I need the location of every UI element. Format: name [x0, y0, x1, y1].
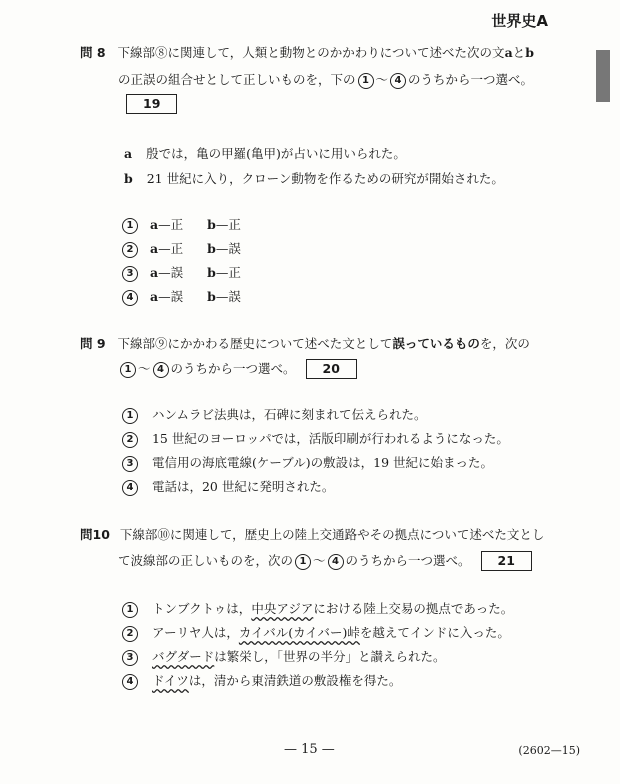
q8-number: 問 8 [80, 45, 106, 60]
q9-answer-box: 20 [306, 359, 357, 379]
q10-choice-4: 4 ドイツは，清から東清鉄道の敷設権を得た。 [120, 672, 401, 690]
q9-line2: 1 〜 4 のうちから一つ選べ。 20 [118, 359, 357, 379]
q8-choice-3: 3 a—誤 b—正 [120, 264, 241, 282]
q10-number: 問10 [80, 527, 110, 542]
q8-line1: 問 8 下線部⑧に関連して，人類と動物とのかかわりについて述べた次の文aとb [80, 45, 534, 60]
q8-choice-2: 2 a—正 b—誤 [120, 240, 241, 258]
q9-line1: 問 9 下線部⑨にかかわる歴史について述べた文として誤っているものを，次の [80, 336, 530, 351]
q8-answer-box: 19 [126, 94, 177, 114]
index-tab [596, 50, 610, 102]
wavy-underline: ドイツ [151, 673, 189, 688]
circle-4-icon: 4 [390, 73, 406, 89]
wavy-underline: 中央アジア [251, 601, 314, 616]
q9-number: 問 9 [80, 336, 106, 351]
q9-choice-3: 3 電信用の海底電線(ケーブル)の敷設は，19 世紀に始まった。 [120, 454, 493, 472]
q10-choice-3: 3 バグダードは繁栄し，「世界の半分」と讃えられた。 [120, 648, 446, 666]
q8-statement-b: b 21 世紀に入り，クローン動物を作るための研究が開始された。 [124, 171, 504, 186]
q8-statement-a: a 殷では，亀の甲羅(亀甲)が占いに用いられた。 [124, 146, 406, 161]
q8-choice-4: 4 a—誤 b—誤 [120, 288, 241, 306]
q9-choice-2: 2 15 世紀のヨーロッパでは，活版印刷が行われるようになった。 [120, 430, 509, 448]
q10-answer-box: 21 [481, 551, 532, 571]
wavy-underline: バグダード [151, 649, 215, 664]
q9-choice-1: 1 ハンムラビ法典は，石碑に刻まれて伝えられた。 [120, 406, 427, 424]
wavy-underline: カイバル(カイバー)峠 [238, 625, 360, 640]
q10-choice-2: 2 アーリヤ人は，カイバル(カイバー)峠を越えてインドに入った。 [120, 624, 510, 642]
q10-line1: 問10 下線部⑩に関連して，歴史上の陸上交通路やその拠点について述べた文とし [80, 527, 545, 542]
page-number: — 15 — [284, 742, 335, 757]
q8-choice-1: 1 a—正 b—正 [120, 216, 241, 234]
q9-choice-4: 4 電話は，20 世紀に発明された。 [120, 478, 334, 496]
exam-code: (2602—15) [518, 744, 580, 757]
circle-1-icon: 1 [358, 73, 374, 89]
subject-title: 世界史A [491, 12, 548, 30]
q10-choice-1: 1 トンブクトゥは，中央アジアにおける陸上交易の拠点であった。 [120, 600, 513, 618]
q10-line2: て波線部の正しいものを，次の 1 〜 4 のうちから一つ選べ。 21 [118, 551, 532, 571]
q8-line2: の正誤の組合せとして正しいものを，下の 1 〜 4 のうちから一つ選べ。 [118, 72, 534, 87]
